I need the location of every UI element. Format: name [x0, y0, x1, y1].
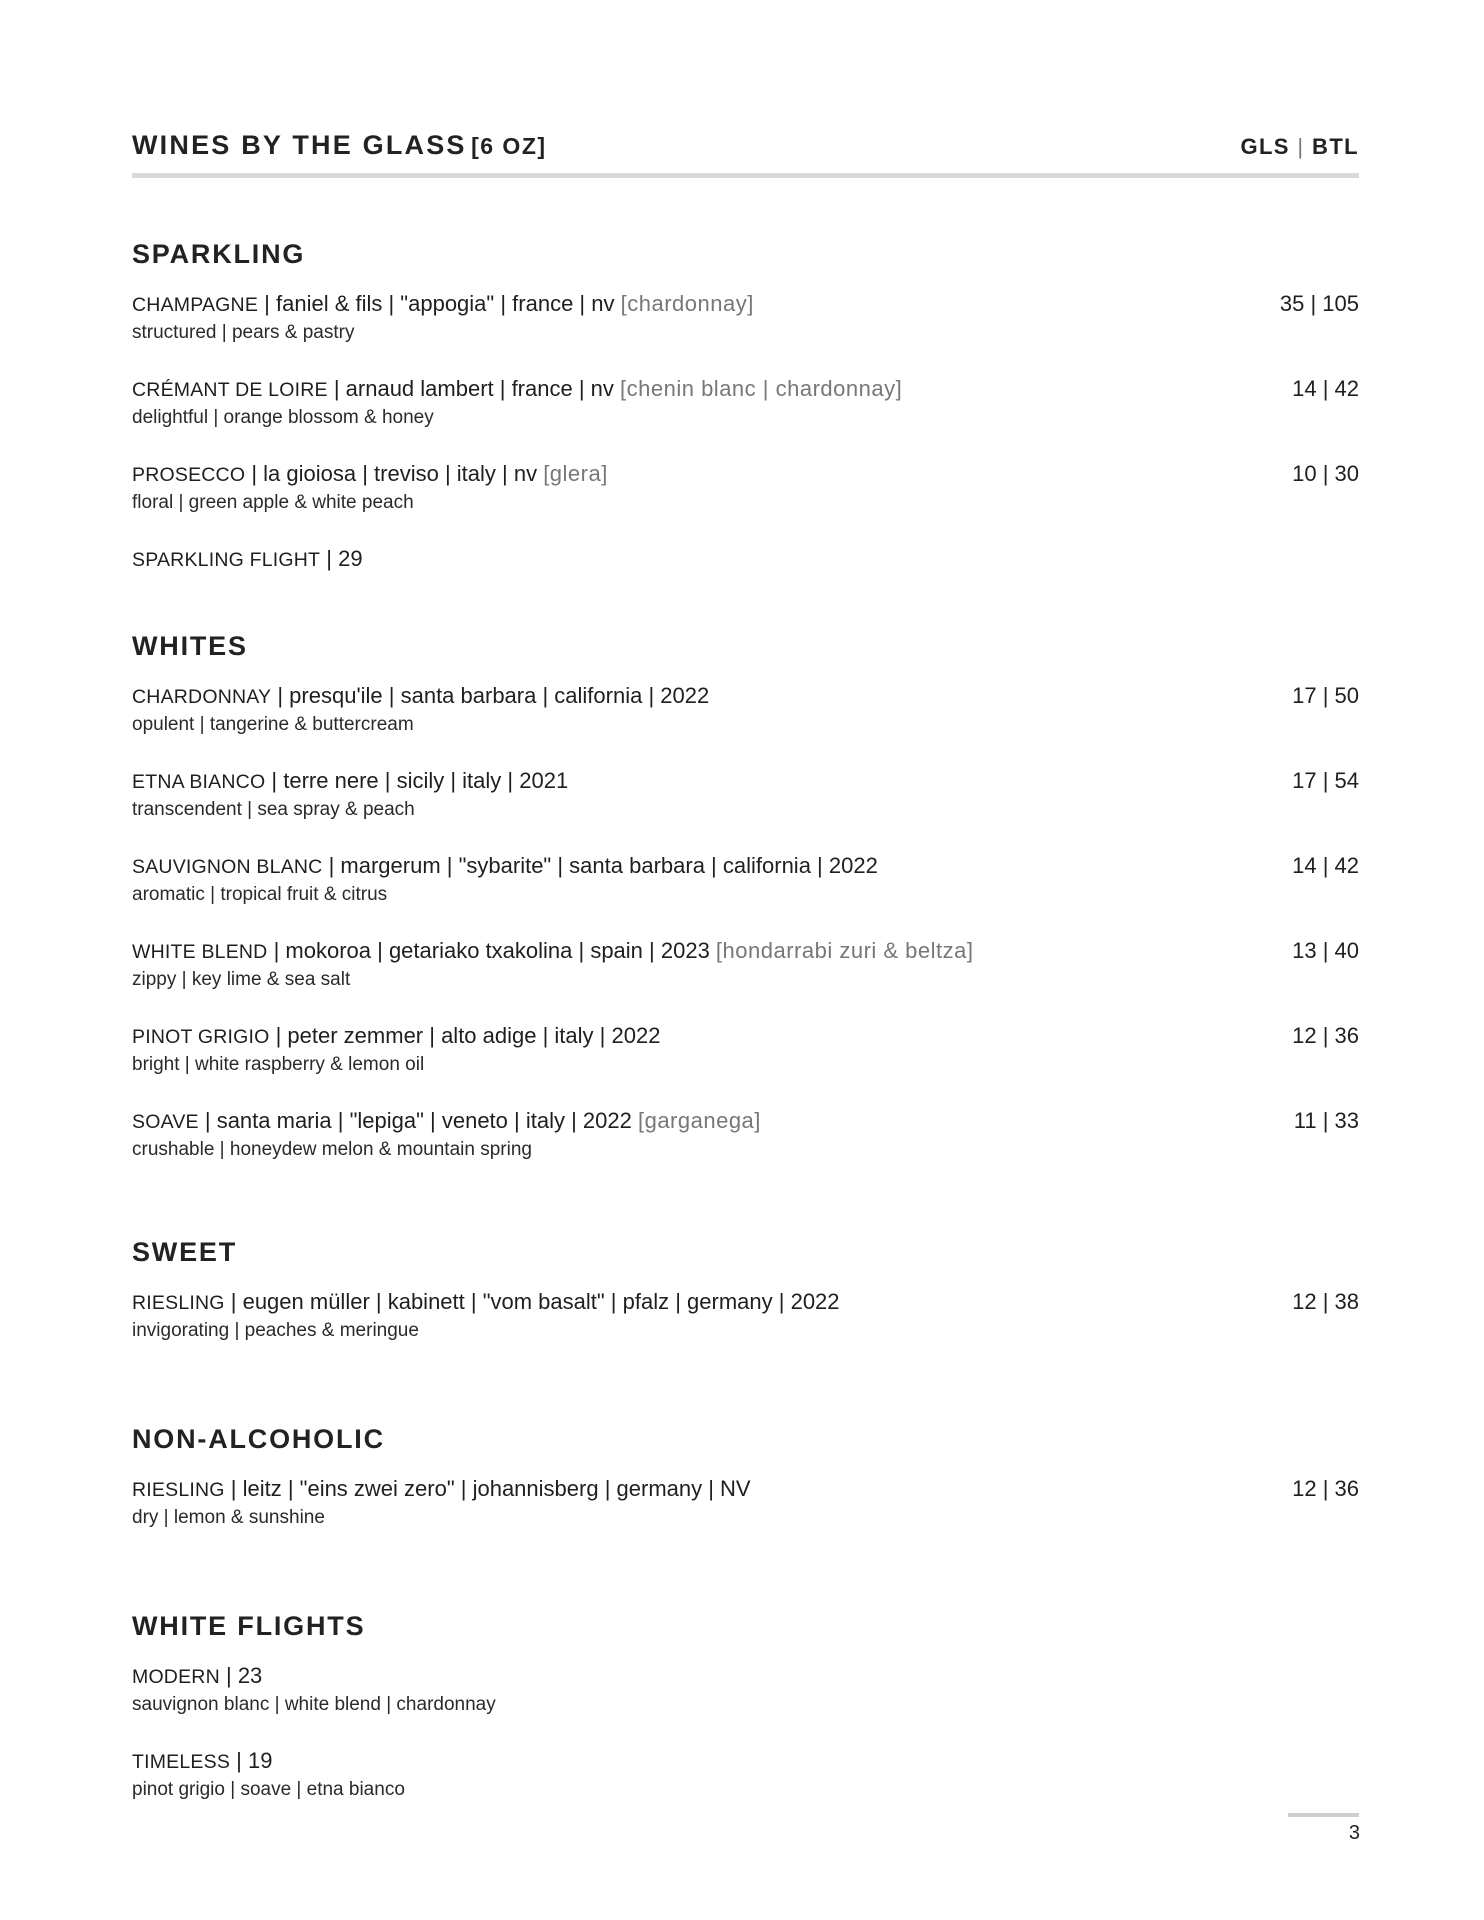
item-price: 10 | 30: [1292, 461, 1359, 486]
item-main: [132, 1107, 761, 1162]
item-detail: | 29: [320, 546, 363, 571]
item-price: 12 | 36: [1292, 1023, 1359, 1048]
item-grape: [glera]: [543, 461, 608, 486]
item-grape: [chardonnay]: [620, 291, 754, 316]
item-main: [132, 682, 709, 737]
item-grape: [hondarrabi zuri & beltza]: [715, 938, 974, 963]
list-item: [132, 1288, 1359, 1343]
item-main: [132, 460, 608, 515]
item-line: [132, 767, 568, 796]
list-item: [132, 1747, 1359, 1802]
item-line: [132, 682, 709, 711]
item-line: [132, 1107, 761, 1136]
item-notes: transcendent | sea spray & peach: [132, 799, 415, 820]
item-price: 17 | 50: [1292, 683, 1359, 708]
item-main: [132, 1747, 405, 1802]
item-grape: [garganega]: [637, 1108, 761, 1133]
item-notes: floral | green apple & white peach: [132, 492, 414, 513]
list-item: [132, 767, 1359, 822]
item-notes: opulent | tangerine & buttercream: [132, 714, 414, 735]
item-line: [132, 1662, 496, 1691]
item-detail: | faniel & fils | "appogia" | france | nv: [258, 291, 621, 316]
section-title: WHITES: [132, 631, 248, 661]
item-name: MODERN: [132, 1666, 220, 1688]
item-price: 35 | 105: [1279, 291, 1359, 316]
item-name: CRÉMANT DE LOIRE: [132, 379, 328, 401]
list-item: [132, 1107, 1359, 1162]
list-item: [132, 852, 1359, 907]
item-price: 14 | 42: [1292, 376, 1359, 401]
item-main: [132, 767, 568, 822]
item-name: ETNA BIANCO: [132, 771, 266, 793]
item-line: [132, 375, 902, 404]
item-detail: | margerum | "sybarite" | santa barbara | california | 2022: [322, 853, 878, 878]
item-price: 13 | 40: [1292, 938, 1359, 963]
section-non-alcoholic: [132, 1422, 1359, 1530]
menu-header: [132, 130, 1359, 178]
item-main: [132, 937, 974, 992]
item-main: [132, 375, 902, 430]
item-price: 17 | 54: [1292, 768, 1359, 793]
item-notes: dry | lemon & sunshine: [132, 1507, 325, 1528]
item-detail: | presqu'ile | santa barbara | california | 2022: [271, 683, 710, 708]
item-notes: pinot grigio | soave | etna bianco: [132, 1779, 405, 1800]
item-main: [132, 1662, 496, 1717]
item-detail: | eugen müller | kabinett | "vom basalt" | pfalz | germany | 2022: [224, 1289, 840, 1314]
menu-content: [132, 130, 1359, 1802]
item-price: 14 | 42: [1292, 853, 1359, 878]
page-subtitle: [6 OZ]: [471, 133, 547, 159]
item-detail: | terre nere | sicily | italy | 2021: [265, 768, 569, 793]
list-item: [132, 682, 1359, 737]
item-name: PROSECCO: [132, 464, 246, 486]
col-separator: |: [1297, 134, 1305, 159]
item-name: PINOT GRIGIO: [132, 1026, 270, 1048]
item-price: 12 | 38: [1292, 1289, 1359, 1314]
list-item: [132, 1022, 1359, 1077]
item-detail: | arnaud lambert | france | nv: [327, 376, 621, 401]
item-detail: | leitz | "eins zwei zero" | johannisberg | germany | NV: [224, 1476, 751, 1501]
section-sweet: [132, 1235, 1359, 1343]
item-price: 12 | 36: [1292, 1476, 1359, 1501]
list-item: [132, 937, 1359, 992]
item-line: [132, 1022, 660, 1051]
section-title: SWEET: [132, 1237, 238, 1267]
section-sparkling: [132, 237, 1359, 574]
item-main: [132, 1288, 840, 1343]
list-item: [132, 1662, 1359, 1717]
item-main: [132, 545, 363, 574]
item-notes: aromatic | tropical fruit & citrus: [132, 884, 388, 905]
item-price: 11 | 33: [1293, 1108, 1359, 1133]
page-title-group: [132, 130, 547, 161]
item-notes: delightful | orange blossom & honey: [132, 407, 434, 428]
page-title: WINES BY THE GLASS: [132, 130, 467, 160]
list-item: [132, 460, 1359, 515]
section-title: NON-ALCOHOLIC: [132, 1424, 385, 1454]
list-item: [132, 545, 1359, 574]
section-title: SPARKLING: [132, 239, 306, 269]
item-main: [132, 1475, 751, 1530]
item-line: [132, 1747, 405, 1776]
item-name: RIESLING: [132, 1292, 225, 1314]
price-columns-label: [1240, 134, 1359, 160]
item-detail: | peter zemmer | alto adige | italy | 2022: [269, 1023, 661, 1048]
item-name: CHARDONNAY: [132, 686, 272, 708]
item-notes: structured | pears & pastry: [132, 322, 355, 343]
item-main: [132, 290, 754, 345]
item-grape: [chenin blanc | chardonnay]: [620, 376, 903, 401]
item-line: [132, 937, 974, 966]
item-line: [132, 545, 363, 574]
item-line: [132, 1475, 751, 1504]
item-line: [132, 290, 754, 319]
item-name: SAUVIGNON BLANC: [132, 856, 323, 878]
page-number: 3: [1348, 1822, 1360, 1844]
footer-rule: [1288, 1813, 1359, 1817]
item-detail: | mokoroa | getariako txakolina | spain | 2023: [267, 938, 716, 963]
item-notes: zippy | key lime & sea salt: [132, 969, 351, 990]
item-name: SOAVE: [132, 1111, 199, 1133]
section-whites: [132, 629, 1359, 1162]
item-name: CHAMPAGNE: [132, 294, 259, 316]
item-notes: sauvignon blanc | white blend | chardonnay: [132, 1694, 496, 1715]
item-detail: | 23: [219, 1663, 263, 1688]
item-detail: | 19: [230, 1748, 273, 1773]
item-line: [132, 460, 608, 489]
item-name: RIESLING: [132, 1479, 225, 1501]
item-notes: crushable | honeydew melon & mountain spring: [132, 1139, 532, 1160]
section-white-flights: [132, 1609, 1359, 1802]
item-main: [132, 1022, 660, 1077]
item-line: [132, 852, 878, 881]
list-item: [132, 1475, 1359, 1530]
list-item: [132, 290, 1359, 345]
item-detail: | la gioiosa | treviso | italy | nv: [245, 461, 544, 486]
item-name: SPARKLING FLIGHT: [132, 549, 321, 571]
item-line: [132, 1288, 840, 1317]
item-name: TIMELESS: [132, 1751, 231, 1773]
item-notes: invigorating | peaches & meringue: [132, 1320, 419, 1341]
item-main: [132, 852, 878, 907]
item-name: WHITE BLEND: [132, 941, 268, 963]
col-btl-label: BTL: [1312, 134, 1359, 159]
section-title: WHITE FLIGHTS: [132, 1611, 366, 1641]
item-notes: bright | white raspberry & lemon oil: [132, 1054, 425, 1075]
item-detail: | santa maria | "lepiga" | veneto | italy | 2022: [198, 1108, 638, 1133]
col-gls-label: GLS: [1240, 134, 1290, 159]
list-item: [132, 375, 1359, 430]
